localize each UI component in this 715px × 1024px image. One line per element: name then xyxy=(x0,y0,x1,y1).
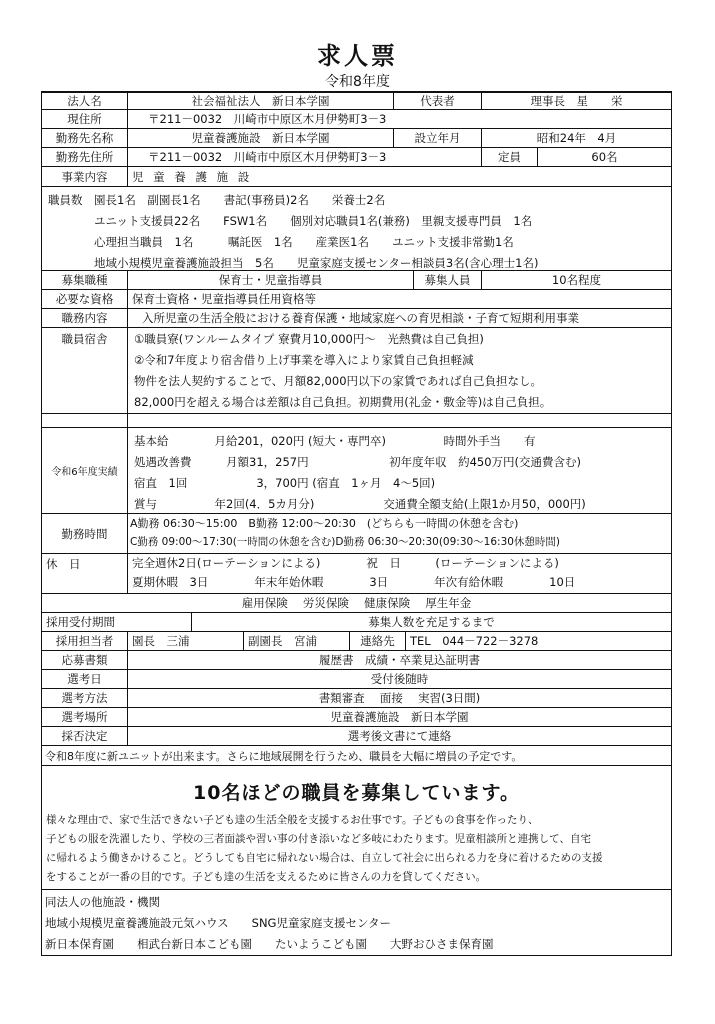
row-message xyxy=(41,766,672,890)
message-line-1: 様々な理由で、家で生活できない子ども達の生活全般を支援するお仕事です。子どもの食事を作ったり、 xyxy=(46,814,539,826)
pay-block xyxy=(128,428,671,513)
value-established: 昭和24年 4月 xyxy=(536,131,617,145)
value-address: 〒211－0032 川崎市中原区木月伊勢町3－3 xyxy=(148,112,387,126)
label-established: 設立年月 xyxy=(394,129,482,147)
housing-line-1: ①職員寮(ワンルームタイプ 寮費月10,000円～ 光熱費は自己負担) xyxy=(134,332,484,346)
value-decision: 選考後文書にて連絡 xyxy=(347,729,452,743)
row-staff xyxy=(41,187,672,271)
label-exam-day: 選考日 xyxy=(42,670,128,688)
value-notice: 令和8年度に新ユニットが出来ます。さらに地域展開を行うため、職員を大幅に増員の予定です。 xyxy=(45,749,523,763)
fiscal-year: 令和8年度 xyxy=(325,74,390,90)
message-line-3: に帰れるよう働きかけること。どうしても自宅に帰れない場合は、自立して社会に出られる力を身に着けるための支援 xyxy=(46,852,603,864)
label-corp: 法人名 xyxy=(42,93,128,109)
row-duty xyxy=(41,309,672,328)
value-method: 書類審査 面接 実習(3日間) xyxy=(318,691,481,705)
label-holiday: 休 日 xyxy=(42,554,128,593)
housing-line-3: 物件を法人契約することで、月額82,000円以下の家賃であれば自己負担なし。 xyxy=(134,374,543,388)
message-line-2: 子どもの服を洗濯したり、学校の三者面談や習い事の付き添いなど多岐にわたります。児童相談所と連携して、自宅 xyxy=(46,833,591,845)
row-docs xyxy=(41,651,672,670)
value-recruit-count: 10名程度 xyxy=(551,273,602,287)
row-workplace-address xyxy=(41,148,672,167)
label-hours: 勤務時間 xyxy=(42,514,128,553)
housing-line-4: 82,000円を超える場合は差額は自己負担。初期費用(礼金・敷金等)は自己負担。 xyxy=(134,395,552,409)
page-title: 求人票 xyxy=(317,42,398,70)
hours-block xyxy=(128,514,671,553)
row-place xyxy=(41,708,672,727)
value-workplace-name: 児童養護施設 新日本学園 xyxy=(128,129,394,147)
staff-line-1 xyxy=(48,190,665,211)
row-exam-day xyxy=(41,670,672,689)
label-capacity: 定員 xyxy=(482,148,538,166)
job-posting-table xyxy=(41,91,672,956)
row-method xyxy=(41,689,672,708)
holiday-line-1: 完全週休2日(ローテーションによる) 祝 日 (ローテーションによる) xyxy=(132,556,559,570)
label-representative: 代表者 xyxy=(394,93,482,109)
label-qualification: 必要な資格 xyxy=(42,290,128,308)
pay-line-1: 基本給 月給201，020円 (短大・専門卒) 時間外手当 有 xyxy=(134,434,536,448)
row-holiday xyxy=(41,554,672,594)
value-insurance: 雇用保険 労災保険 健康保険 厚生年金 xyxy=(241,596,472,610)
row-contact xyxy=(41,632,672,651)
row-recruit xyxy=(41,271,672,290)
row-workplace-name xyxy=(41,129,672,148)
holiday-line-2: 夏期休暇 3日 年末年始休暇 3日 年次有給休暇 10日 xyxy=(132,575,576,589)
headline: 10名ほどの職員を募集しています。 xyxy=(193,782,520,804)
staff-line-4: 地域小規模児童養護施設担当 5名 児童家庭支援センター相談員3名(含心理士1名) xyxy=(94,256,539,270)
housing-line-2: ②令和7年度より宿舎借り上げ事業を導入により家賃自己負担軽減 xyxy=(134,353,474,367)
hours-line-1: A勤務 06:30～15:00 B勤務 12:00～20:30 (どちらも一時間の休憩を含む) xyxy=(130,517,519,530)
row-housing xyxy=(41,328,672,414)
spacer-value xyxy=(128,414,671,427)
value-place: 児童養護施設 新日本学園 xyxy=(330,710,469,724)
value-recruit: 保育士・児童指導員 xyxy=(128,271,414,289)
label-tel: 連絡先 xyxy=(350,632,406,650)
label-workplace-address: 勤務先住所 xyxy=(42,148,128,166)
label-contact: 採用担当者 xyxy=(42,632,128,650)
row-spacer xyxy=(41,414,672,428)
facilities-line-1: 地域小規模児童養護施設元気ハウス SNG児童家庭支援センター xyxy=(45,916,392,930)
value-tel: TEL 044－722－3278 xyxy=(410,634,539,648)
row-business xyxy=(41,167,672,187)
message-block xyxy=(42,766,671,889)
label-recruit-count: 募集人員 xyxy=(414,271,482,289)
facilities-block xyxy=(42,890,671,955)
label-business: 事業内容 xyxy=(42,167,128,186)
value-representative: 理事長 星 栄 xyxy=(530,94,623,108)
label-recruit: 募集職種 xyxy=(42,271,128,289)
label-method: 選考方法 xyxy=(42,689,128,707)
label-workplace-name: 勤務先名称 xyxy=(42,129,128,147)
row-insurance xyxy=(41,594,672,613)
row-period xyxy=(41,613,672,632)
label-facilities: 同法人の他施設・機関 xyxy=(45,895,160,909)
label-docs: 応募書類 xyxy=(42,651,128,669)
row-decision xyxy=(41,727,672,746)
value-workplace-address: 〒211－0032 川崎市中原区木月伊勢町3－3 xyxy=(128,148,482,166)
value-capacity: 60名 xyxy=(591,150,618,164)
staff-block xyxy=(42,187,671,270)
value-period: 募集人数を充足するまで xyxy=(368,615,495,629)
value-exam-day: 受付後随時 xyxy=(370,672,429,686)
label-period: 採用受付期間 xyxy=(42,613,192,631)
value-contact-person-2: 副園長 宮浦 xyxy=(244,632,350,650)
facilities-line-2: 新日本保育園 相武台新日本こども園 たいようこども園 大野おひさま保育園 xyxy=(45,937,494,951)
pay-line-4: 賞与 年2回(4．5カ月分) 交通費全額支給(上限1か月50，000円) xyxy=(134,497,586,511)
label-duty: 職務内容 xyxy=(42,309,128,327)
row-qualification xyxy=(41,290,672,309)
row-pay xyxy=(41,428,672,514)
row-hours xyxy=(41,514,672,554)
value-docs: 履歴書 成績・卒業見込証明書 xyxy=(319,653,480,667)
label-pay: 令和6年度実績 xyxy=(42,428,128,513)
message-line-4: をすることが一番の目的です。子ども達の生活を支えるために皆さんの力を貸してください。 xyxy=(46,871,487,883)
value-qualification: 保育士資格・児童指導員任用資格等 xyxy=(132,292,316,306)
holiday-block xyxy=(128,554,671,593)
row-corporation xyxy=(41,91,672,110)
label-address: 現住所 xyxy=(42,110,128,128)
housing-block xyxy=(128,328,671,413)
value-business: 児 童 養 護 施 設 xyxy=(132,169,253,184)
row-facilities xyxy=(41,890,672,956)
hours-line-2: C勤務 09:00～17:30(一時間の休憩を含む)D勤務 06:30～20:30(09:30～16:30休憩時間) xyxy=(130,536,561,548)
staff-line-3: 心理担当職員 1名 嘱託医 1名 産業医1名 ユニット支援非常勤1名 xyxy=(94,235,514,249)
value-contact-person-1: 園長 三浦 xyxy=(128,632,244,650)
row-address xyxy=(41,110,672,129)
label-housing: 職員宿舎 xyxy=(42,328,128,413)
staff-line-2: ユニット支援員22名 FSW1名 個別対応職員1名(兼務) 里親支援専門員 1名 xyxy=(94,214,533,228)
staff-text-1: 園長1名 副園長1名 書記(事務員)2名 栄養士2名 xyxy=(94,193,386,207)
pay-line-3: 宿直 1回 3，700円 (宿直 1ヶ月 4～5回) xyxy=(134,476,436,490)
spacer-label xyxy=(42,414,128,427)
pay-line-2: 処遇改善費 月額31，257円 初年度年収 約450万円(交通費含む) xyxy=(134,455,582,469)
value-corp: 社会福祉法人 新日本学園 xyxy=(128,93,394,109)
label-place: 選考場所 xyxy=(42,708,128,726)
value-duty: 入所児童の生活全般における養育保護・地域家庭への育児相談・子育て短期利用事業 xyxy=(142,311,579,325)
label-decision: 採否決定 xyxy=(42,727,128,745)
label-staff: 職員数 xyxy=(48,193,83,207)
row-notice xyxy=(41,746,672,766)
